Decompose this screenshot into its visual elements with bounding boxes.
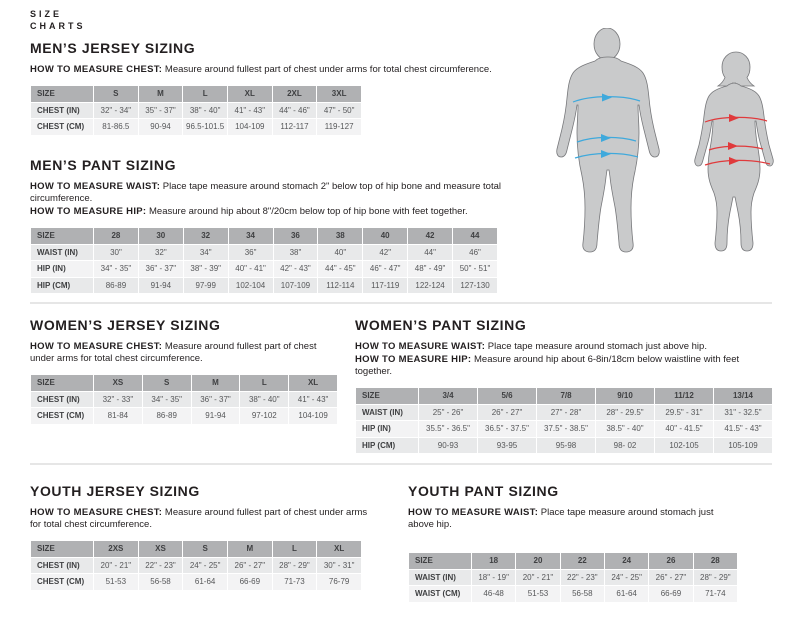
size-column-header: M: [228, 541, 272, 557]
section-divider: [30, 302, 772, 304]
measurement-figures: [538, 24, 798, 298]
howto-label: HOW TO MEASURE HIP:: [355, 354, 472, 365]
size-cell: 20" - 21": [516, 570, 559, 586]
size-cell: 95-98: [537, 438, 595, 454]
section-mens-pant: [30, 157, 540, 294]
page-title-line2: CHARTS: [30, 21, 86, 31]
size-column-header: S: [94, 86, 138, 102]
size-cell: 46-48: [472, 586, 515, 602]
size-cell: 46": [453, 245, 497, 261]
size-cell: 112-117: [273, 119, 317, 135]
size-cell: 97-99: [184, 278, 228, 294]
size-cell: 42": [363, 245, 407, 261]
size-cell: 56-58: [139, 574, 183, 590]
size-column-header: 18: [472, 553, 515, 569]
size-cell: 44": [408, 245, 452, 261]
size-cell: 34": [184, 245, 228, 261]
size-column-header: M: [139, 86, 183, 102]
size-cell: 36" - 37": [139, 261, 183, 277]
size-cell: 48" - 49": [408, 261, 452, 277]
section-youth-jersey: [30, 483, 378, 591]
size-cell: 41" - 43": [289, 392, 337, 408]
youth-jersey-size-table: [30, 540, 362, 591]
male-figure-silhouette: [546, 28, 668, 290]
womens-pant-howto-hip: [355, 354, 775, 378]
howto-label: HOW TO MEASURE WAIST:: [30, 181, 161, 192]
size-column-header: L: [273, 541, 317, 557]
table-header-row: [31, 541, 361, 557]
male-body: [557, 28, 660, 252]
size-column-header: XS: [139, 541, 183, 557]
size-column-header: 7/8: [537, 388, 595, 404]
size-cell: 30": [94, 245, 138, 261]
size-cell: 41.5" - 43": [714, 421, 772, 437]
size-cell: 91-94: [139, 278, 183, 294]
size-cell: 44" - 46": [273, 103, 317, 119]
size-column-header: S: [143, 375, 191, 391]
size-cell: 40": [318, 245, 362, 261]
youth-pant-size-table: [408, 552, 738, 603]
mens-pant-howto-hip: [30, 206, 540, 218]
howto-text: Measure around hip about 6-8in/18cm below waistline with feet together.: [355, 354, 740, 377]
size-cell: 71-74: [694, 586, 737, 602]
row-label: HIP (CM): [31, 278, 93, 294]
size-cell: 24" - 25": [605, 570, 648, 586]
howto-text: Place tape measure around stomach 2" below top of hip bone and measure total circumference.: [30, 181, 501, 204]
size-column-header: M: [192, 375, 240, 391]
table-row: [356, 438, 772, 454]
table-row: [31, 574, 361, 590]
size-cell: 46" - 47": [363, 261, 407, 277]
size-column-header: 11/12: [655, 388, 713, 404]
size-cell: 26" - 27": [228, 558, 272, 574]
size-cell: 22" - 23": [561, 570, 604, 586]
size-column-header: 30: [139, 228, 183, 244]
size-cell: 51-53: [94, 574, 138, 590]
size-cell: 35" - 37": [139, 103, 183, 119]
size-column-header: 22: [561, 553, 604, 569]
size-cell: 90-93: [419, 438, 477, 454]
size-cell: 112-114: [318, 278, 362, 294]
size-column-header: 2XL: [273, 86, 317, 102]
size-column-header: XL: [317, 541, 361, 557]
row-label: WAIST (IN): [356, 405, 418, 421]
size-column-header: 3XL: [317, 86, 361, 102]
mens-jersey-howto: [30, 64, 540, 76]
womens-jersey-size-table: [30, 374, 338, 425]
mens-jersey-size-table: [30, 85, 362, 136]
size-column-header: 40: [363, 228, 407, 244]
size-cell: 81-86.5: [94, 119, 138, 135]
row-label: WAIST (IN): [31, 245, 93, 261]
size-label-header: SIZE: [356, 388, 418, 404]
mens-pant-size-table: [30, 227, 498, 294]
howto-text: Place tape measure around stomach just above hip.: [487, 341, 707, 352]
row-label: CHEST (CM): [31, 408, 93, 424]
size-column-header: 28: [694, 553, 737, 569]
size-cell: 18" - 19": [472, 570, 515, 586]
size-column-header: XL: [289, 375, 337, 391]
size-column-header: 32: [184, 228, 228, 244]
size-column-header: 24: [605, 553, 648, 569]
size-cell: 117-119: [363, 278, 407, 294]
size-cell: 90-94: [139, 119, 183, 135]
size-cell: 104-109: [289, 408, 337, 424]
size-cell: 107-109: [274, 278, 318, 294]
table-row: [409, 570, 737, 586]
howto-label: HOW TO MEASURE WAIST:: [355, 341, 486, 352]
howto-label: HOW TO MEASURE CHEST:: [30, 341, 163, 352]
mens-jersey-heading: MEN’S JERSEY SIZING: [30, 40, 196, 56]
size-column-header: 20: [516, 553, 559, 569]
row-label: CHEST (CM): [31, 574, 93, 590]
womens-pant-howto-waist: [355, 341, 775, 353]
size-cell: 105-109: [714, 438, 772, 454]
size-cell: 36" - 37": [192, 392, 240, 408]
size-cell: 28" - 29": [273, 558, 317, 574]
size-column-header: 2XS: [94, 541, 138, 557]
size-cell: 32" - 34": [94, 103, 138, 119]
size-cell: 119-127: [317, 119, 361, 135]
size-column-header: 36: [274, 228, 318, 244]
row-label: WAIST (IN): [409, 570, 471, 586]
size-label-header: SIZE: [31, 541, 93, 557]
size-cell: 38.5" - 40": [596, 421, 654, 437]
size-column-header: S: [183, 541, 227, 557]
size-cell: 91-94: [192, 408, 240, 424]
size-cell: 104-109: [228, 119, 272, 135]
size-cell: 34" - 35": [94, 261, 138, 277]
howto-label: HOW TO MEASURE CHEST:: [30, 507, 163, 518]
size-cell: 122-124: [408, 278, 452, 294]
row-label: WAIST (CM): [409, 586, 471, 602]
size-cell: 96.5-101.5: [183, 119, 227, 135]
row-label: CHEST (IN): [31, 103, 93, 119]
size-column-header: 28: [94, 228, 138, 244]
mens-pant-heading: MEN’S PANT SIZING: [30, 157, 177, 173]
mens-pant-howto-waist: [30, 181, 540, 205]
section-womens-jersey: [30, 317, 342, 425]
size-cell: 42" - 43": [274, 261, 318, 277]
section-womens-pant: [355, 317, 775, 454]
size-column-header: 3/4: [419, 388, 477, 404]
row-label: CHEST (IN): [31, 558, 93, 574]
table-header-row: [31, 228, 497, 244]
howto-text: Measure around fullest part of chest under arms for total chest circumference.: [164, 64, 492, 75]
womens-pant-heading: WOMEN’S PANT SIZING: [355, 317, 527, 333]
size-cell: 22" - 23": [139, 558, 183, 574]
table-row: [31, 408, 337, 424]
howto-text: Measure around fullest part of chest under arms for total chest circumference.: [30, 507, 368, 530]
table-row: [31, 119, 361, 135]
table-header-row: [31, 375, 337, 391]
row-label: HIP (IN): [356, 421, 418, 437]
size-column-header: 42: [408, 228, 452, 244]
size-cell: 32" - 33": [94, 392, 142, 408]
size-cell: 24" - 25": [183, 558, 227, 574]
size-column-header: 9/10: [596, 388, 654, 404]
howto-text: Place tape measure around stomach just above hip.: [408, 507, 714, 530]
size-cell: 41" - 43": [228, 103, 272, 119]
row-label: HIP (CM): [356, 438, 418, 454]
size-cell: 81-84: [94, 408, 142, 424]
page-title-line1: SIZE: [30, 9, 63, 19]
size-cell: 26" - 27": [649, 570, 692, 586]
size-cell: 47" - 50": [317, 103, 361, 119]
section-mens-jersey: [30, 40, 540, 136]
size-cell: 38" - 40": [240, 392, 288, 408]
table-header-row: [356, 388, 772, 404]
size-cell: 38": [274, 245, 318, 261]
howto-text: Measure around fullest part of chest under arms for total chest circumference.: [30, 341, 317, 364]
womens-jersey-howto: [30, 341, 342, 365]
size-label-header: SIZE: [31, 86, 93, 102]
size-cell: 61-64: [605, 586, 648, 602]
size-cell: 20" - 21": [94, 558, 138, 574]
table-header-row: [409, 553, 737, 569]
howto-text: Measure around hip about 8"/20cm below top of hip bone with feet together.: [149, 206, 468, 217]
size-cell: 36.5" - 37.5": [478, 421, 536, 437]
table-row: [31, 278, 497, 294]
womens-pant-size-table: [355, 387, 773, 454]
size-cell: 32": [139, 245, 183, 261]
table-header-row: [31, 86, 361, 102]
size-cell: 26" - 27": [478, 405, 536, 421]
size-cell: 28" - 29": [694, 570, 737, 586]
size-cell: 61-64: [183, 574, 227, 590]
youth-pant-howto: [408, 507, 740, 531]
table-row: [356, 421, 772, 437]
size-cell: 25" - 26": [419, 405, 477, 421]
youth-jersey-howto: [30, 507, 378, 531]
size-label-header: SIZE: [31, 228, 93, 244]
size-column-header: 13/14: [714, 388, 772, 404]
female-body: [695, 52, 774, 251]
row-label: HIP (IN): [31, 261, 93, 277]
size-cell: 38" - 40": [183, 103, 227, 119]
size-column-header: L: [240, 375, 288, 391]
row-label: CHEST (CM): [31, 119, 93, 135]
size-cell: 36": [229, 245, 273, 261]
size-cell: 56-58: [561, 586, 604, 602]
table-row: [356, 405, 772, 421]
size-cell: 127-130: [453, 278, 497, 294]
size-cell: 29.5" - 31": [655, 405, 713, 421]
size-cell: 31" - 32.5": [714, 405, 772, 421]
size-column-header: 38: [318, 228, 362, 244]
size-column-header: 26: [649, 553, 692, 569]
size-cell: 27" - 28": [537, 405, 595, 421]
size-cell: 71-73: [273, 574, 317, 590]
table-row: [31, 392, 337, 408]
size-cell: 37.5" - 38.5": [537, 421, 595, 437]
section-divider: [30, 463, 772, 465]
size-cell: 66-69: [228, 574, 272, 590]
size-cell: 102-105: [655, 438, 713, 454]
table-row: [31, 245, 497, 261]
size-cell: 34" - 35": [143, 392, 191, 408]
size-cell: 30" - 31": [317, 558, 361, 574]
womens-jersey-heading: WOMEN’S JERSEY SIZING: [30, 317, 221, 333]
female-figure-silhouette: [683, 50, 789, 288]
size-column-header: 34: [229, 228, 273, 244]
size-cell: 97-102: [240, 408, 288, 424]
table-row: [31, 558, 361, 574]
table-row: [409, 586, 737, 602]
size-cell: 28" - 29.5": [596, 405, 654, 421]
size-column-header: L: [183, 86, 227, 102]
size-column-header: 5/6: [478, 388, 536, 404]
section-youth-pant: [408, 483, 740, 603]
size-cell: 98- 02: [596, 438, 654, 454]
size-cell: 40" - 41": [229, 261, 273, 277]
size-cell: 76-79: [317, 574, 361, 590]
youth-pant-heading: YOUTH PANT SIZING: [408, 483, 559, 499]
youth-jersey-heading: YOUTH JERSEY SIZING: [30, 483, 200, 499]
howto-label: HOW TO MEASURE WAIST:: [408, 507, 539, 518]
howto-label: HOW TO MEASURE CHEST:: [30, 64, 163, 75]
size-cell: 38" - 39": [184, 261, 228, 277]
table-row: [31, 103, 361, 119]
size-label-header: SIZE: [31, 375, 93, 391]
table-row: [31, 261, 497, 277]
size-column-header: XS: [94, 375, 142, 391]
size-label-header: SIZE: [409, 553, 471, 569]
size-cell: 66-69: [649, 586, 692, 602]
size-cell: 35.5" - 36.5": [419, 421, 477, 437]
size-cell: 51-53: [516, 586, 559, 602]
size-cell: 40" - 41.5": [655, 421, 713, 437]
size-column-header: 44: [453, 228, 497, 244]
size-cell: 86-89: [94, 278, 138, 294]
size-cell: 93-95: [478, 438, 536, 454]
row-label: CHEST (IN): [31, 392, 93, 408]
size-cell: 86-89: [143, 408, 191, 424]
howto-label: HOW TO MEASURE HIP:: [30, 206, 147, 217]
size-cell: 102-104: [229, 278, 273, 294]
size-cell: 44" - 45": [318, 261, 362, 277]
size-column-header: XL: [228, 86, 272, 102]
page-title: [30, 8, 86, 32]
size-cell: 50" - 51": [453, 261, 497, 277]
